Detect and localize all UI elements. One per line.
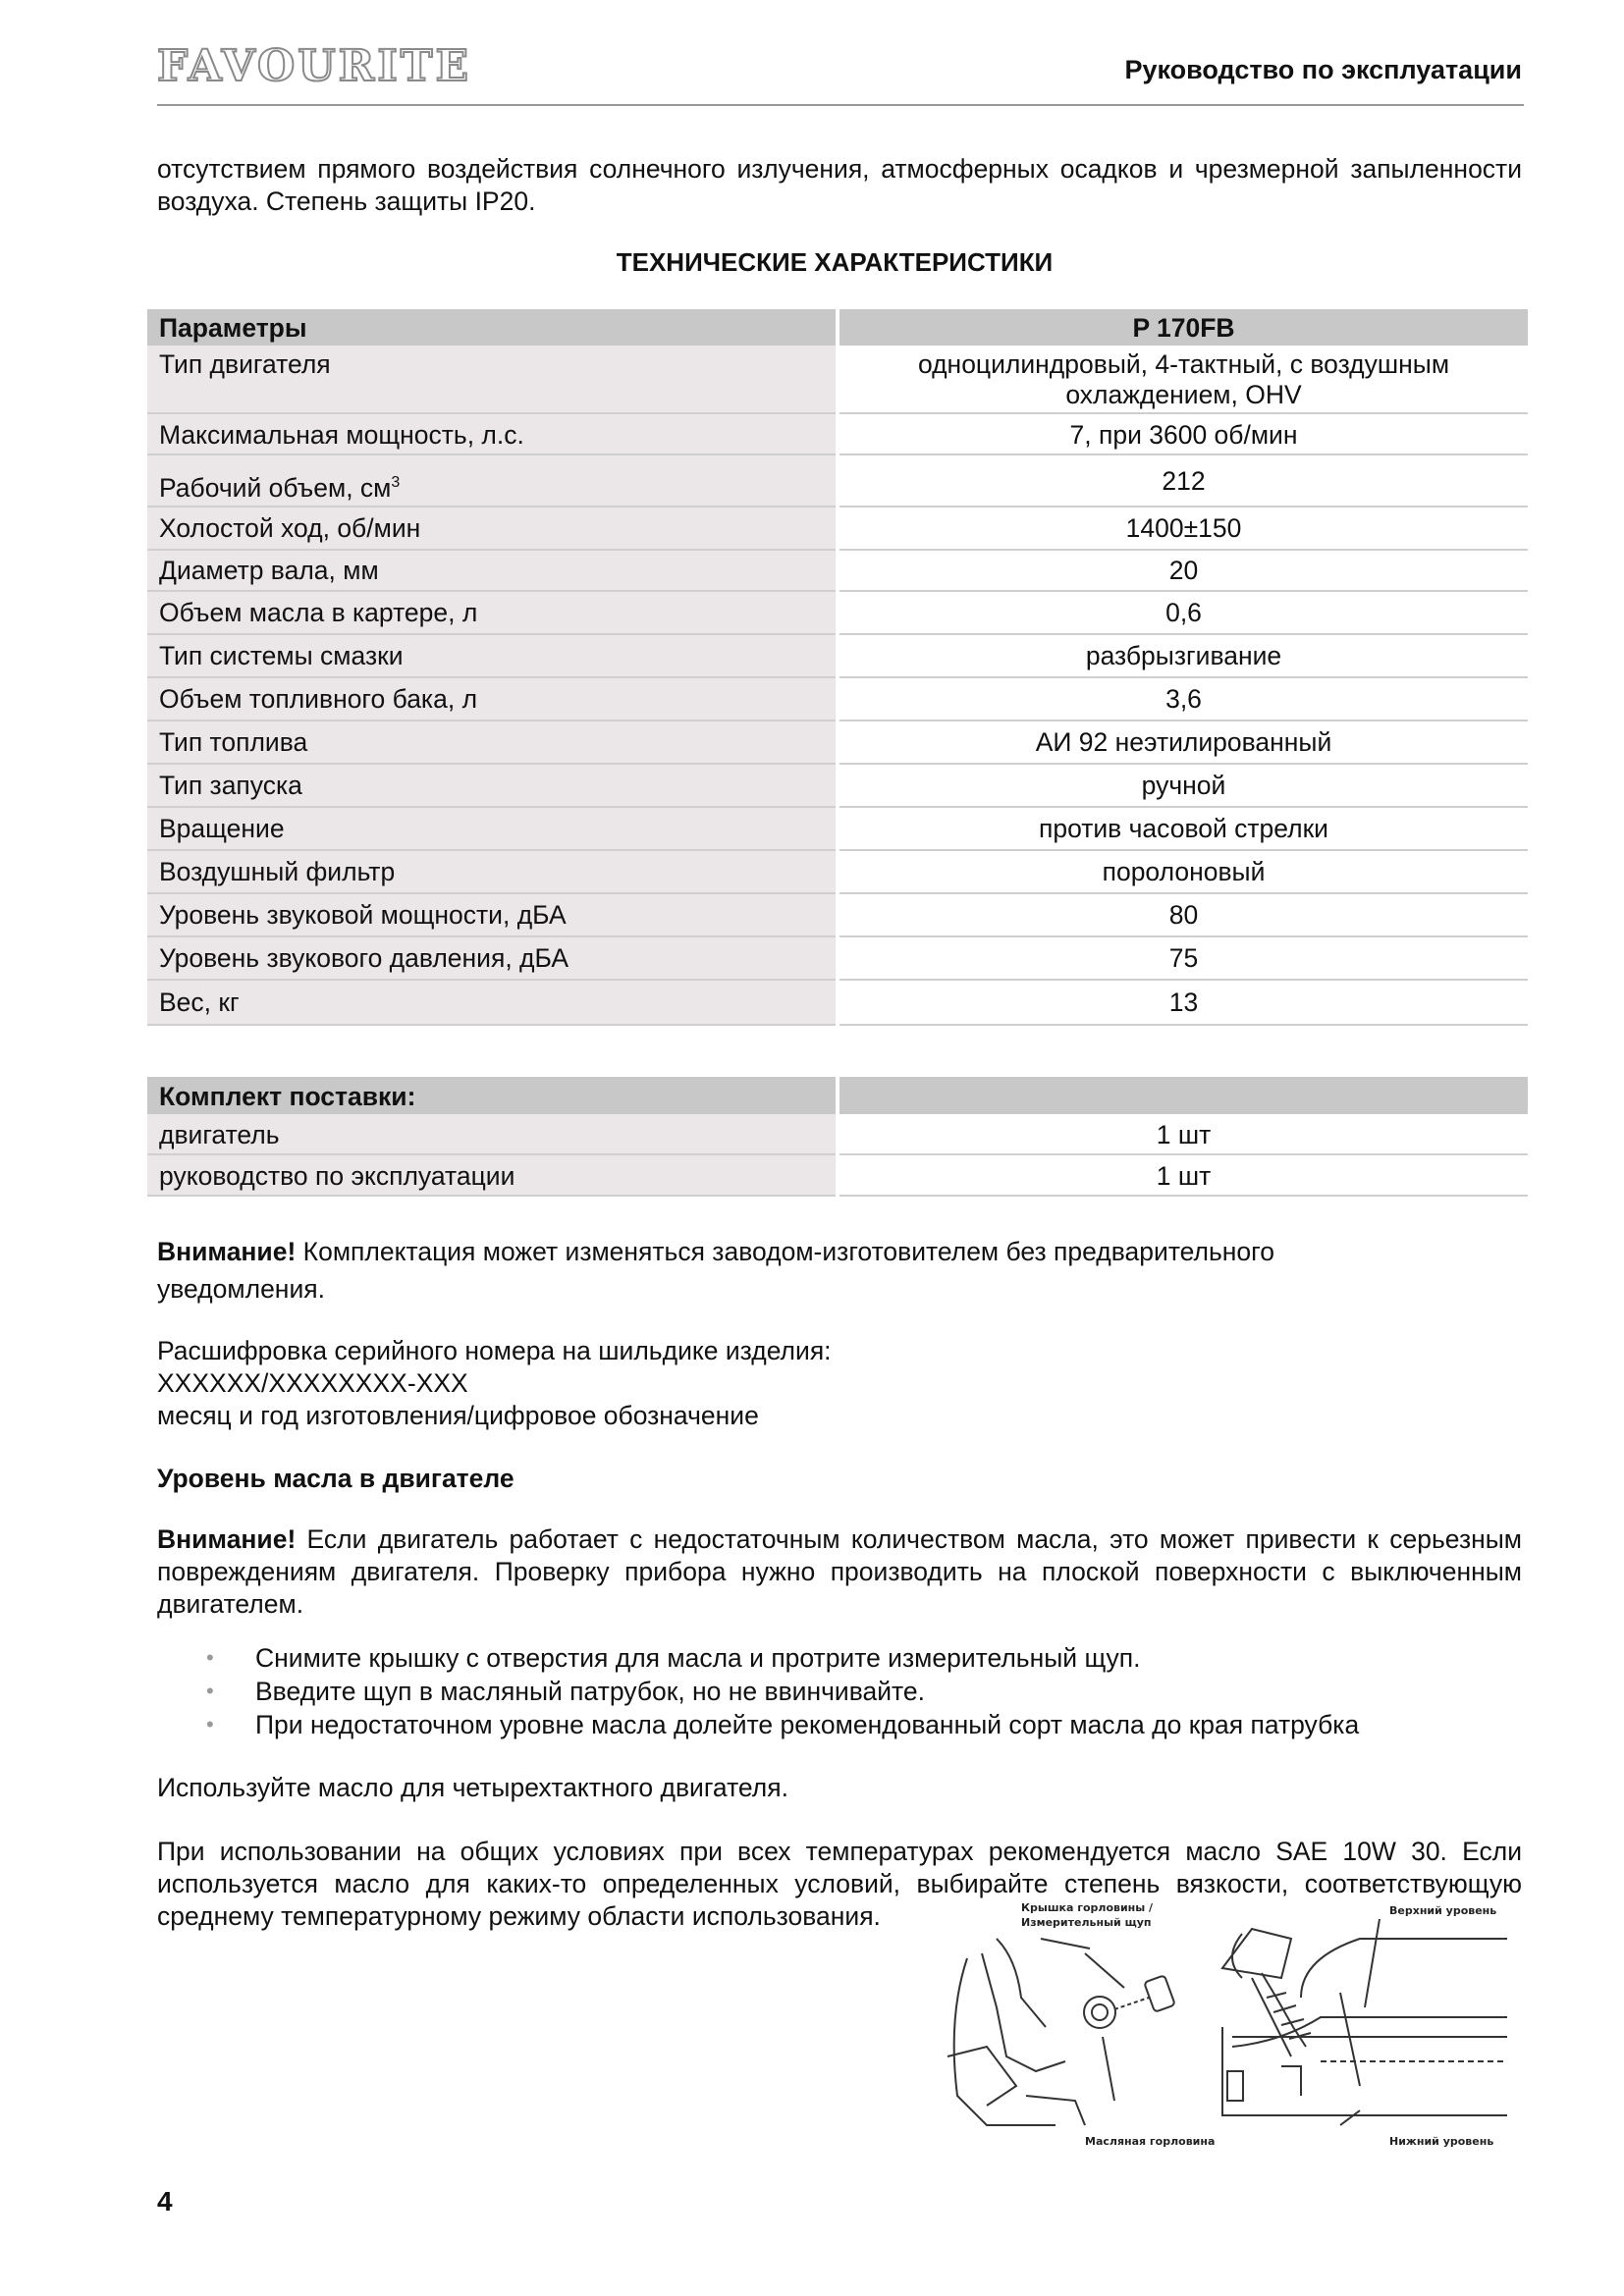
spec-value: 3,6 [839,678,1528,721]
figure-label-upper: Верхний уровень [1389,1904,1497,1917]
spec-value: 1400±150 [839,507,1528,551]
kit-header: Комплект поставки: [147,1077,836,1114]
table-row [147,1155,1528,1197]
list-item: • Введите щуп в масляный патрубок, но не ввинчивайте. [196,1675,1359,1708]
spec-param-label: Рабочий объем, см [159,472,392,503]
spec-value: поролоновый [839,851,1528,894]
spec-value: ручной [839,765,1528,808]
oil-type-note: Используйте масло для четырехтактного двигателя. [157,1773,788,1802]
figure-label-cap: Крышка горловины / [1021,1901,1154,1914]
unit-superscript: 3 [391,474,401,491]
spec-param: Воздушный фильтр [147,851,836,894]
spec-value: 80 [839,894,1528,937]
instruction-list [196,1641,1359,1741]
table-row [147,507,1528,551]
spec-param: Тип системы смазки [147,635,836,678]
table-row [147,592,1528,635]
table-row [147,551,1528,592]
header-divider [157,104,1524,106]
kit-header-empty [839,1077,1528,1114]
figure-label-neck: Масляная горловина [1085,2135,1216,2148]
spec-param: Максимальная мощность, л.с. [147,414,836,455]
brand-logo: FAVOURITE [157,41,472,91]
oil-dipstick-illustration [928,1899,1517,2155]
oil-recommendation: При использовании на общих условиях при всех температурах рекомендуется масло SAE 10W 30. Если используется масло для каких-то определенных условий, выбирайте степень вязкости, соответствующую среднему температурному режиму области использования. [157,1837,1522,1931]
document-title: Руководство по эксплуатации [1124,55,1522,84]
page-number: 4 [157,2186,173,2216]
attention-label: Внимание! [157,1524,297,1554]
spec-value: одноцилиндровый, 4-тактный, с воздушным охлаждением, OHV [839,346,1528,414]
serial-decoding [157,1335,1522,1432]
spec-param: Тип топлива [147,721,836,765]
spec-value: 7, при 3600 об/мин [839,414,1528,455]
table-row [147,414,1528,455]
kit-table [143,1077,1532,1197]
specs-header-model: P 170FB [839,309,1528,346]
attention-text: Комплектация может изменяться заводом-изготовителем без предварительного уведомления. [157,1237,1274,1304]
spec-value: 0,6 [839,592,1528,635]
figure-label-dipstick: Измерительный щуп [1021,1916,1152,1929]
serial-format: XXXXXX/XXXXXXXX-XXX [157,1368,468,1398]
table-row [147,937,1528,981]
spec-param: Уровень звуковой мощности, дБА [147,894,836,937]
spec-param [147,455,836,507]
specs-header-param: Параметры [147,309,836,346]
spec-value: 13 [839,981,1528,1026]
specs-header-row [147,309,1528,346]
table-row [147,808,1528,851]
kit-header-row [147,1077,1528,1114]
spec-param: Холостой ход, об/мин [147,507,836,551]
spec-value: против часовой стрелки [839,808,1528,851]
table-row [147,851,1528,894]
table-row [147,1114,1528,1155]
table-row [147,894,1528,937]
table-row [147,635,1528,678]
kit-item: руководство по эксплуатации [147,1155,836,1197]
spec-value: АИ 92 неэтилированный [839,721,1528,765]
table-row [147,721,1528,765]
section-title-specs: ТЕХНИЧЕСКИЕ ХАРАКТЕРИСТИКИ [616,247,1054,277]
oil-level-title: Уровень масла в двигателе [157,1464,514,1493]
attention-label: Внимание! [157,1237,297,1266]
spec-param: Тип запуска [147,765,836,808]
spec-param: Диаметр вала, мм [147,551,836,592]
spec-param: Уровень звукового давления, дБА [147,937,836,981]
spec-value: 75 [839,937,1528,981]
spec-param: Вес, кг [147,981,836,1026]
table-row [147,346,1528,414]
spec-value: разбрызгивание [839,635,1528,678]
serial-title: Расшифровка серийного номера на шильдике изделия: [157,1336,832,1365]
list-item: • При недостаточном уровне масла долейте рекомендованный сорт масла до края патрубка [196,1708,1359,1741]
spec-value: 20 [839,551,1528,592]
kit-qty: 1 шт [839,1114,1528,1155]
table-row [147,678,1528,721]
figure-label-lower: Нижний уровень [1389,2135,1494,2148]
spec-param: Тип двигателя [147,346,836,414]
spec-param: Вращение [147,808,836,851]
spec-param: Объем топливного бака, л [147,678,836,721]
attention-text: Если двигатель работает с недостаточным количеством масла, это может привести к серьезным повреждениям двигателя. Проверку прибора нужно производить на плоской поверхности с выключенным двигателем. [157,1524,1522,1619]
table-row [147,455,1528,507]
table-row [147,981,1528,1026]
serial-meaning: месяц и год изготовления/цифровое обозначение [157,1401,759,1430]
spec-param: Объем масла в картере, л [147,592,836,635]
kit-qty: 1 шт [839,1155,1528,1197]
spec-value: 212 [839,455,1528,507]
table-row [147,765,1528,808]
attention-oil [157,1523,1522,1621]
specs-table [143,309,1532,1026]
intro-paragraph: отсутствием прямого воздействия солнечного излучения, атмосферных осадков и чрезмерной запыленности воздуха. Степень защиты IP20. [157,154,1522,216]
attention-note [157,1233,1375,1308]
list-item: • Снимите крышку с отверстия для масла и протрите измерительный щуп. [196,1641,1359,1675]
kit-item: двигатель [147,1114,836,1155]
